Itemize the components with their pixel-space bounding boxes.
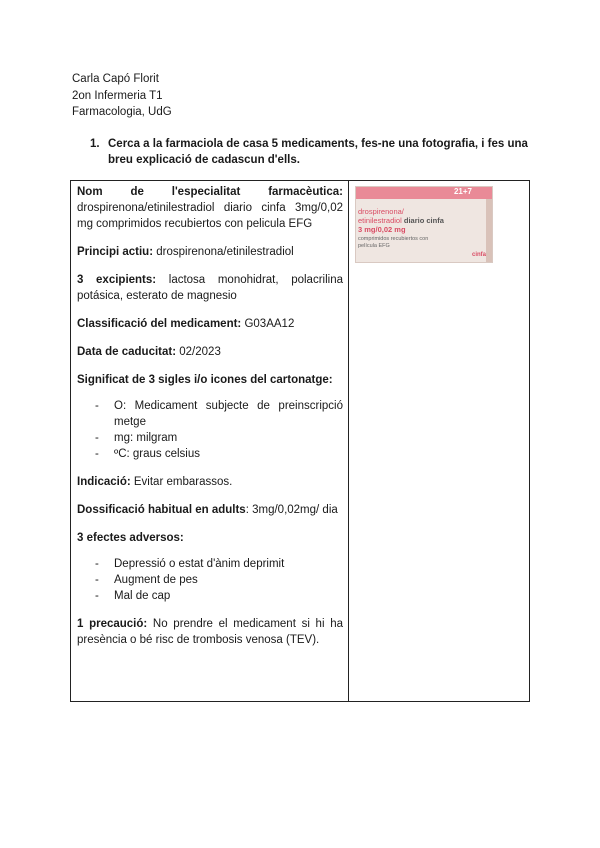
signs-paragraph bbox=[77, 372, 343, 388]
signs-label: Significat de 3 sigles i/o icones del cartonatge: bbox=[77, 374, 333, 386]
photo-line: 3 mg/0,02 mg bbox=[358, 225, 406, 234]
cinfa-logo: cinfa bbox=[471, 252, 486, 258]
task-number: 1. bbox=[90, 138, 100, 150]
precaution-label: 1 precaució: bbox=[77, 618, 148, 630]
task-statement bbox=[90, 136, 530, 168]
precaution-value: No prendre el medicament si hi ha presència o bé risc de trombosis venosa (TEV). bbox=[77, 618, 343, 646]
expiry-value: 02/2023 bbox=[179, 346, 221, 358]
name-paragraph bbox=[77, 184, 343, 232]
precaution-paragraph bbox=[77, 616, 343, 648]
student-name: Carla Capó Florit bbox=[72, 73, 159, 85]
indication-label: Indicació: bbox=[77, 476, 131, 488]
name-label: Nom de l'especialitat farmacèutica: bbox=[77, 186, 343, 198]
medicine-box-photo bbox=[355, 186, 493, 263]
list-item: - mg: milgram bbox=[95, 432, 178, 444]
active-label: Principi actiu: bbox=[77, 246, 154, 258]
course-line: 2on Infermeria T1 bbox=[72, 89, 163, 102]
student-header bbox=[72, 71, 172, 121]
dosage-value: : 3mg/0,02mg/ dia bbox=[245, 504, 338, 516]
classification-paragraph bbox=[77, 316, 343, 332]
signs-list bbox=[77, 398, 343, 462]
photo-line: drospirenona/ bbox=[358, 207, 404, 216]
dosage-paragraph bbox=[77, 502, 343, 518]
excipients-label: 3 excipients: bbox=[77, 274, 157, 286]
medicine-table bbox=[70, 180, 530, 702]
list-item: - O: Medicament subjecte de preinscripció metge bbox=[95, 400, 343, 428]
task-text: Cerca a la farmaciola de casa 5 medicaments, fes-ne una fotografia, i fes una breu explicació de cadascun d'ells. bbox=[108, 138, 528, 166]
classification-label: Classificació del medicament: bbox=[77, 318, 242, 330]
medicine-details-cell bbox=[71, 181, 349, 701]
photo-line: etinilestradiol diario cinfa bbox=[358, 216, 444, 225]
adverse-paragraph bbox=[77, 530, 343, 546]
dosage-label: Dossificació habitual en adults bbox=[77, 504, 246, 516]
indication-value: Evitar embarassos. bbox=[133, 476, 233, 488]
list-item: - Augment de pes bbox=[95, 574, 198, 586]
adverse-label: 3 efectes adversos: bbox=[77, 532, 184, 544]
medicine-photo-cell bbox=[349, 181, 529, 701]
indication-paragraph bbox=[77, 474, 343, 490]
expiry-label: Data de caducitat: bbox=[77, 346, 177, 358]
active-paragraph bbox=[77, 244, 343, 260]
name-value: drospirenona/etinilestradiol diario cinfa 3mg/0,02 mg comprimidos recubiertos con pelicula EFG bbox=[77, 202, 343, 230]
excipients-paragraph bbox=[77, 272, 343, 304]
classification-value: G03AA12 bbox=[244, 318, 295, 330]
active-value: drospirenona/etinilestradiol bbox=[156, 246, 294, 258]
photo-top-band: 21+7 bbox=[356, 187, 492, 199]
list-item: - Depressió o estat d'ànim deprimit bbox=[95, 558, 285, 570]
subject-line: Farmacologia, UdG bbox=[72, 106, 172, 118]
adverse-list bbox=[77, 556, 343, 604]
photo-line: comprimidos recubiertos con película EFG bbox=[358, 236, 429, 249]
expiry-paragraph bbox=[77, 344, 343, 360]
list-item: - ºC: graus celsius bbox=[95, 448, 201, 460]
list-item: - Mal de cap bbox=[95, 590, 171, 602]
excipients-value: lactosa monohidrat, polacrilina potásica, esterato de magnesio bbox=[77, 274, 343, 302]
